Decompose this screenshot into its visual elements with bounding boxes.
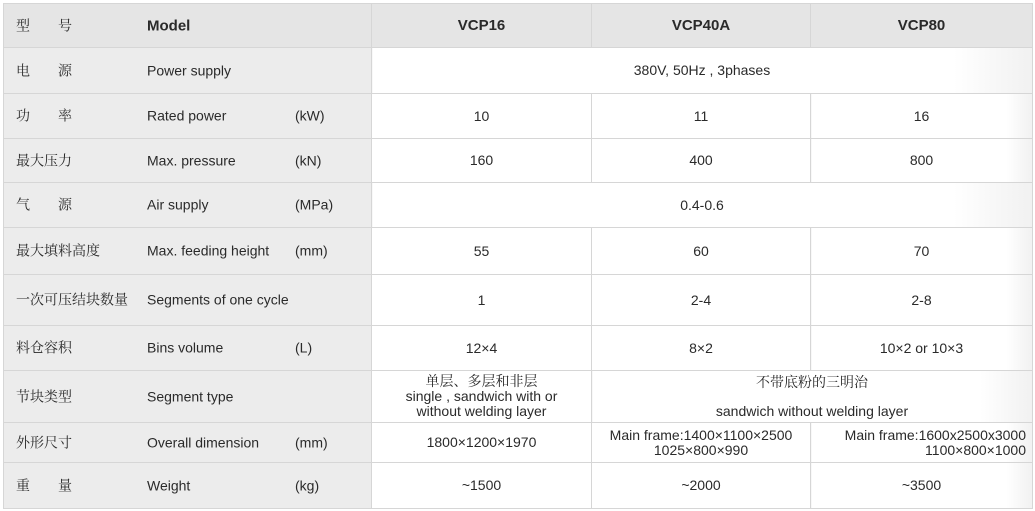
label-cn: 节块类型: [16, 388, 72, 404]
label-cell: [4, 183, 372, 228]
segment-type-cn: 不带底粉的三明治: [756, 373, 868, 390]
value-vcp40a: [592, 423, 811, 463]
dimension-secondary: 1100×800×1000: [925, 441, 1026, 458]
value-vcp80: ~3500: [811, 463, 1033, 509]
label-en: Segment type: [147, 388, 234, 404]
label-en: Rated power: [147, 107, 227, 124]
label-unit: (mm): [295, 242, 328, 259]
model-vcp16: VCP16: [372, 4, 592, 48]
label-cell: [4, 228, 372, 275]
value-vcp80: [811, 423, 1033, 463]
segment-type-en-line1: single , sandwich with or: [405, 388, 558, 404]
label-cn: 外形尺寸: [16, 434, 72, 450]
row-max-pressure: [4, 139, 1033, 183]
value-vcp40a: 11: [592, 94, 811, 139]
label-en: Weight: [147, 477, 191, 493]
dimension-main-frame: Main frame:1400×1100×2500: [609, 426, 793, 443]
label-unit: (kN): [295, 152, 322, 168]
label-en: Power supply: [147, 62, 232, 78]
value-vcp80: 70: [811, 228, 1033, 275]
value-vcp16: 10: [372, 94, 592, 139]
label-cell: [4, 139, 372, 183]
label-cell: [4, 371, 372, 423]
header-label-cell: [4, 4, 372, 48]
dimension-main-frame: Main frame:1600x2500x3000: [844, 426, 1026, 443]
label-en: Air supply: [147, 196, 209, 213]
value-vcp40a: 2-4: [592, 275, 811, 326]
segment-type-cn: 单层、多层和非层: [425, 373, 538, 389]
label-cell: [4, 463, 372, 509]
label-cn: 气 源: [16, 196, 72, 213]
value-vcp16: ~1500: [372, 463, 592, 509]
row-max-feeding-height: [4, 228, 1033, 275]
label-en: Bins volume: [147, 339, 224, 356]
value-vcp16: 1: [372, 275, 592, 326]
value-vcp80: 800: [811, 139, 1033, 183]
row-bins-volume: [4, 326, 1033, 371]
value-vcp16: 1800×1200×1970: [372, 423, 592, 463]
label-cell: [4, 48, 372, 94]
value-vcp40a: 60: [592, 228, 811, 275]
row-air-supply: [4, 183, 1033, 228]
header-en: Model: [147, 17, 191, 34]
value-vcp80: 2-8: [811, 275, 1033, 326]
header-row: [4, 4, 1033, 48]
value-vcp16: 55: [372, 228, 592, 275]
label-unit: (kW): [295, 107, 325, 124]
value-merged: 380V, 50Hz , 3phases: [372, 48, 1033, 94]
row-rated-power: [4, 94, 1033, 139]
label-cn: 最大压力: [16, 152, 72, 168]
value-vcp16: 160: [372, 139, 592, 183]
value-vcp80: 16: [811, 94, 1033, 139]
label-unit: (mm): [295, 434, 328, 450]
model-vcp40a: VCP40A: [592, 4, 811, 48]
value-vcp16: 12×4: [372, 326, 592, 371]
value-merged: 0.4-0.6: [372, 183, 1033, 228]
dimension-secondary: 1025×800×990: [653, 441, 749, 458]
row-segment-type: [4, 371, 1033, 423]
label-cell: [4, 94, 372, 139]
segment-type-en-line2: without welding layer: [416, 403, 547, 419]
spec-table: [3, 3, 1033, 509]
model-vcp80: VCP80: [811, 4, 1033, 48]
value-vcp40a: 400: [592, 139, 811, 183]
label-cn: 料仓容积: [16, 339, 72, 356]
segment-type-en: sandwich without welding layer: [715, 402, 909, 419]
label-en: Segments of one cycle: [147, 291, 289, 308]
value-vcp40a-vcp80: [592, 371, 1033, 423]
value-vcp16: [372, 371, 592, 423]
row-overall-dimension: [4, 423, 1033, 463]
row-segments-per-cycle: [4, 275, 1033, 326]
label-cell: [4, 326, 372, 371]
header-cn: 型 号: [16, 17, 72, 33]
value-vcp40a: 8×2: [592, 326, 811, 371]
value-vcp80: 10×2 or 10×3: [811, 326, 1033, 371]
row-power-supply: [4, 48, 1033, 94]
label-unit: (L): [295, 339, 313, 356]
label-cn: 功 率: [16, 107, 72, 124]
label-cell: [4, 275, 372, 326]
label-en: Max. pressure: [147, 152, 236, 168]
row-weight: [4, 463, 1033, 509]
label-unit: (kg): [295, 477, 320, 493]
label-cn: 电 源: [16, 62, 72, 78]
value-vcp40a: ~2000: [592, 463, 811, 509]
label-en: Max. feeding height: [147, 242, 270, 259]
label-en: Overall dimension: [147, 434, 260, 450]
label-cn: 一次可压结块数量: [16, 291, 128, 308]
label-cn: 最大填料高度: [16, 242, 100, 259]
label-unit: (MPa): [295, 196, 334, 213]
label-cell: [4, 423, 372, 463]
label-cn: 重 量: [16, 477, 72, 493]
